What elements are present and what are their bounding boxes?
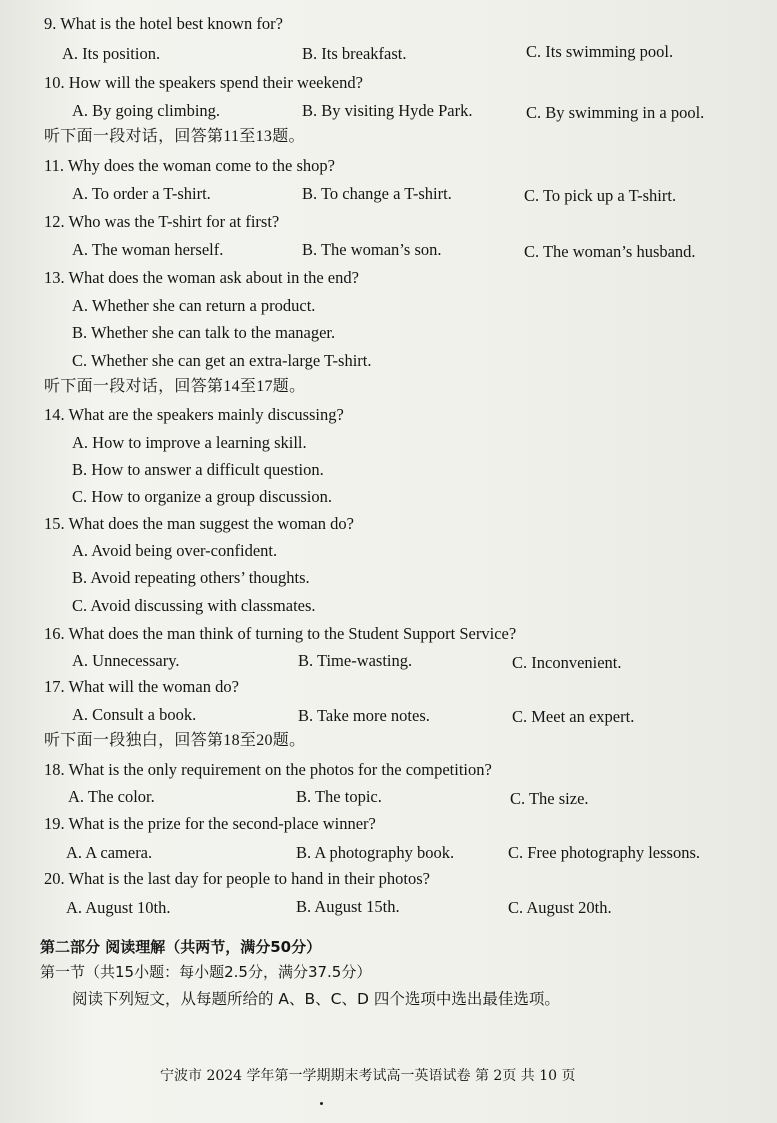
section-header: 听下面一段对话，回答第11至13题。	[44, 128, 305, 145]
option: A. Avoid being over-confident.	[72, 541, 278, 560]
option: C. Avoid discussing with classmates.	[72, 596, 316, 615]
question-stem: 18. What is the only requirement on the photos for the competition?	[44, 760, 492, 779]
option: A. Consult a book.	[72, 705, 197, 724]
section-header: 听下面一段独白，回答第18至20题。	[44, 732, 306, 749]
option: C. Meet an expert.	[512, 707, 635, 726]
option: B. Its breakfast.	[302, 44, 407, 63]
option: B. To change a T-shirt.	[302, 184, 452, 203]
question-stem: 15. What does the man suggest the woman do?	[44, 514, 354, 533]
option: A. By going climbing.	[72, 101, 221, 120]
option: A. How to improve a learning skill.	[72, 433, 307, 452]
option: A. A camera.	[66, 843, 153, 862]
question-stem: 14. What are the speakers mainly discussing?	[44, 405, 344, 424]
page-footer: 宁波市 2024 学年第一学期期末考试高一英语试卷 第 2页 共 10 页	[160, 1068, 576, 1084]
option: C. Free photography lessons.	[508, 843, 701, 862]
option: C. By swimming in a pool.	[526, 103, 705, 122]
option: C. Its swimming pool.	[526, 42, 674, 61]
option: A. Whether she can return a product.	[72, 296, 316, 315]
option: A. Its position.	[62, 44, 161, 63]
option: B. Avoid repeating others’ thoughts.	[72, 568, 310, 587]
question-stem: 11. Why does the woman come to the shop?	[44, 156, 335, 175]
option: B. The topic.	[296, 787, 382, 806]
question-stem: 12. Who was the T-shirt for at first?	[44, 212, 280, 231]
option: A. The woman herself.	[72, 240, 224, 259]
option: A. August 10th.	[66, 898, 171, 917]
option: B. Take more notes.	[298, 706, 430, 725]
question-stem: 16. What does the man think of turning to the Student Support Service?	[44, 624, 517, 643]
question-stem: 13. What does the woman ask about in the end?	[44, 268, 359, 287]
option: A. Unnecessary.	[72, 651, 180, 670]
question-stem: 10. How will the speakers spend their weekend?	[44, 73, 363, 92]
option: B. Whether she can talk to the manager.	[72, 323, 336, 342]
question-stem: 20. What is the last day for people to hand in their photos?	[44, 869, 430, 888]
option: B. Time-wasting.	[298, 651, 413, 670]
option: C. The size.	[510, 789, 589, 808]
option: B. How to answer a difficult question.	[72, 460, 324, 479]
option: B. The woman’s son.	[302, 240, 442, 259]
option: C. The woman’s husband.	[524, 242, 696, 261]
option: B. August 15th.	[296, 897, 400, 916]
option: C. August 20th.	[508, 898, 612, 917]
option: C. To pick up a T-shirt.	[524, 186, 677, 205]
instruction: 阅读下列短文，从每题所给的 A、B、C、D 四个选项中选出最佳选项。	[72, 990, 560, 1008]
option: C. How to organize a group discussion.	[72, 487, 332, 506]
question-stem: 19. What is the prize for the second-place winner?	[44, 814, 376, 833]
question-stem: 17. What will the woman do?	[44, 677, 239, 696]
part-title: 第二部分 阅读理解（共两节，满分50分）	[40, 938, 322, 956]
section-title: 第一节（共15小题：每小题2.5分，满分37.5分）	[40, 963, 372, 981]
option: B. By visiting Hyde Park.	[302, 101, 473, 120]
section-header: 听下面一段对话，回答第14至17题。	[44, 378, 306, 395]
option: C. Whether she can get an extra-large T-shirt.	[72, 351, 372, 370]
scan-dot	[320, 1102, 323, 1105]
option: A. The color.	[68, 787, 155, 806]
option: B. A photography book.	[296, 843, 455, 862]
question-stem: 9. What is the hotel best known for?	[44, 14, 283, 33]
option: C. Inconvenient.	[512, 653, 622, 672]
option: A. To order a T-shirt.	[72, 184, 211, 203]
